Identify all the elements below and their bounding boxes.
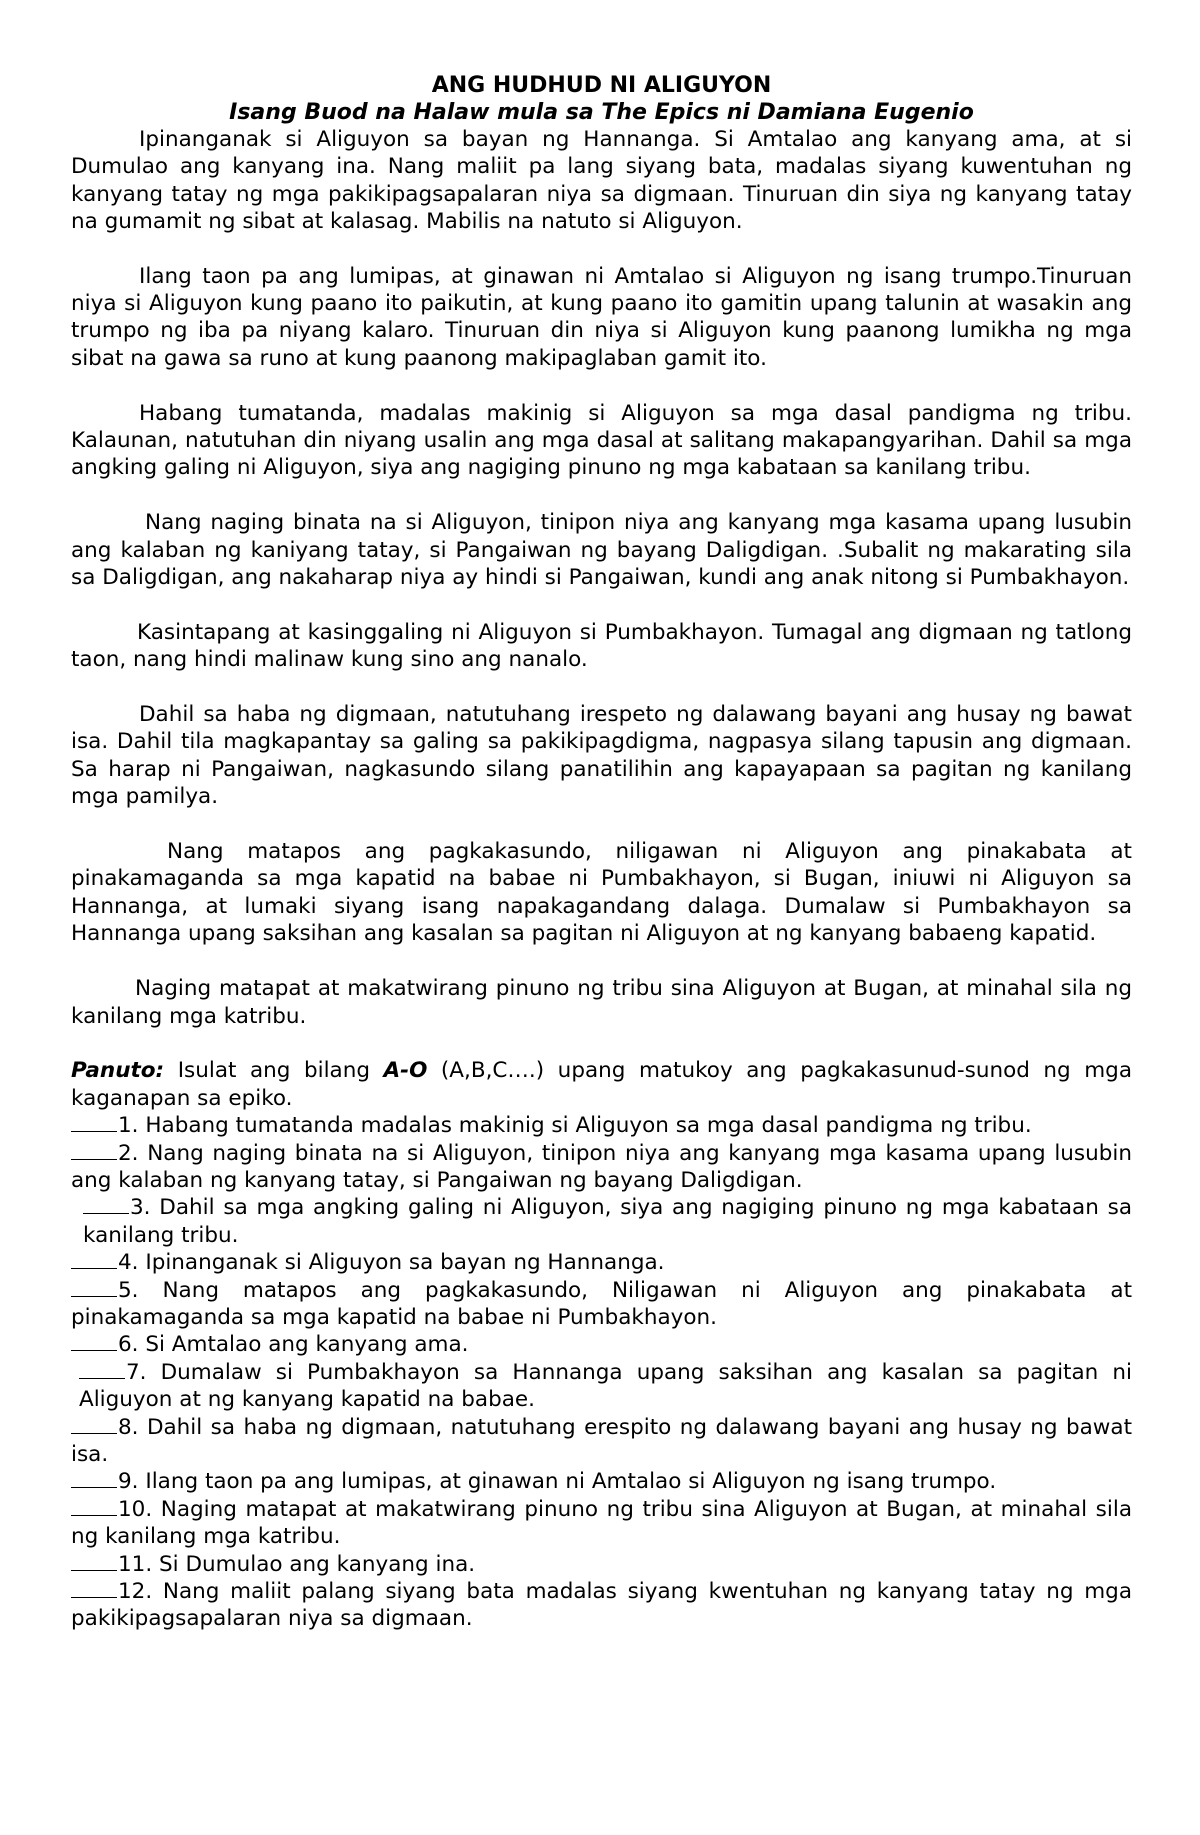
- exercise-item-text: 12. Nang maliit palang siyang bata madalas siyang kwentuhan ng kanyang tatay ng mga pakikipagsapalaran niya sa digmaan.: [71, 1579, 1132, 1632]
- exercise-item: [71, 1331, 1132, 1358]
- exercise-instruction: [71, 1057, 1132, 1112]
- paragraph-8: Naging matapat at makatwirang pinuno ng tribu sina Aliguyon at Bugan, at minahal sila ng kanilang mga katribu.: [71, 976, 1132, 1029]
- page-subtitle: Isang Buod na Halaw mula sa The Epics ni Damiana Eugenio: [229, 100, 974, 125]
- exercise-item: [71, 1112, 1132, 1139]
- answer-blank[interactable]: [71, 1113, 117, 1132]
- exercise-item: [71, 1277, 1132, 1332]
- paragraph-3: Habang tumatanda, madalas makinig si Aliguyon sa mga dasal pandigma ng tribu. Kalaunan, natutuhan din niyang usalin ang mga dasal at salitang makapangyarihan. Dahil sa mga angking galing ni Aliguyon, siya ang nagiging pinuno ng mga kabataan sa kanilang tribu.: [71, 400, 1132, 481]
- answer-blank[interactable]: [79, 1360, 125, 1379]
- page-title: ANG HUDHUD NI ALIGUYON: [431, 73, 772, 98]
- exercise-item: [71, 1359, 1132, 1414]
- answer-blank[interactable]: [71, 1332, 117, 1351]
- exercise-item-text: 7. Dumalaw si Pumbakhayon sa Hannanga upang saksihan ang kasalan sa pagitan ni Aliguyon at ng kanyang kapatid na babae.: [79, 1359, 1132, 1413]
- exercise-item: [71, 1578, 1132, 1633]
- exercise-item: [71, 1194, 1132, 1249]
- exercise-item: [71, 1414, 1132, 1469]
- exercise-item: [71, 1249, 1132, 1276]
- answer-blank[interactable]: [71, 1250, 117, 1269]
- paragraph-2: Ilang taon pa ang lumipas, at ginawan ni Amtalao si Aliguyon ng isang trumpo.Tinuruan niya si Aliguyon kung paano ito paikutin, at kung paano ito gamitin upang talunin at wasakin ang trumpo ng iba pa niyang kalaro. Tinuruan din niya si Aliguyon kung paanong lumikha ng mga sibat na gawa sa runo at kung paanong makipaglaban gamit ito.: [71, 263, 1132, 371]
- exercise-item-text: 11. Si Dumulao ang kanyang ina.: [118, 1551, 476, 1577]
- exercise-item-text: 9. Ilang taon pa ang lumipas, at ginawan ni Amtalao si Aliguyon ng isang trumpo.: [118, 1469, 997, 1495]
- exercise-item-text: 2. Nang naging binata na si Aliguyon, tinipon niya ang kanyang mga kasama upang lusubin ang kalaban ng kanyang tatay, si Pangaiwan ng bayang Daligdigan.: [71, 1140, 1132, 1193]
- exercise-item-text: 4. Ipinanganak si Aliguyon sa bayan ng Hannanga.: [118, 1250, 665, 1276]
- answer-blank[interactable]: [71, 1278, 117, 1297]
- exercise-item: [71, 1551, 1132, 1578]
- instruction-label: Panuto:: [71, 1058, 165, 1084]
- answer-blank[interactable]: [71, 1552, 117, 1571]
- exercise-item: [71, 1496, 1132, 1551]
- instruction-range: A-O: [383, 1058, 428, 1084]
- instruction-text-post: (A,B,C….) upang matukoy ang pagkakasunud-sunod ng mga kaganapan sa epiko.: [71, 1058, 1133, 1111]
- answer-blank[interactable]: [71, 1579, 117, 1598]
- exercise-item-text: 6. Si Amtalao ang kanyang ama.: [118, 1332, 469, 1358]
- answer-blank[interactable]: [83, 1195, 129, 1214]
- paragraph-5: Kasintapang at kasinggaling ni Aliguyon si Pumbakhayon. Tumagal ang digmaan ng tatlong taon, nang hindi malinaw kung sino ang nanalo.: [71, 619, 1132, 673]
- exercise-item-text: 5. Nang matapos ang pagkakasundo, Niligawan ni Aliguyon ang pinakabata at pinakamaganda sa mga kapatid na babae ni Pumbakhayon.: [71, 1277, 1132, 1330]
- answer-blank[interactable]: [71, 1141, 117, 1160]
- paragraph-4: Nang naging binata na si Aliguyon, tinipon niya ang kanyang mga kasama upang lusubin ang kalaban ng kaniyang tatay, si Pangaiwan ng bayang Daligdigan. .Subalit ng makarating sila sa Daligdigan, ang nakaharap niya ay hindi si Pangaiwan, kundi ang anak nitong si Pumbakhayon.: [71, 510, 1132, 591]
- exercise-item-text: 8. Dahil sa haba ng digmaan, natutuhang erespito ng dalawang bayani ang husay ng bawat isa.: [71, 1414, 1132, 1467]
- paragraph-1: Ipinanganak si Aliguyon sa bayan ng Hannanga. Si Amtalao ang kanyang ama, at si Dumulao ang kanyang ina. Nang maliit pa lang siyang bata, madalas siyang kuwentuhan ng kanyang tatay ng mga pakikipagsapalaran niya sa digmaan. Tinuruan din siya ng kanyang tatay na gumamit ng sibat at kalasag. Mabilis na natuto si Aliguyon.: [71, 127, 1132, 235]
- answer-blank[interactable]: [71, 1497, 117, 1516]
- paragraph-6: Dahil sa haba ng digmaan, natutuhang irespeto ng dalawang bayani ang husay ng bawat isa. Dahil tila magkapantay sa galing sa pakikipagdigma, nagpasya silang tapusin ang digmaan. Sa harap ni Pangaiwan, nagkasundo silang panatilihin ang kapayapaan sa pagitan ng kanilang mga pamilya.: [71, 702, 1132, 810]
- instruction-text-pre: Isulat ang bilang: [164, 1058, 384, 1084]
- exercise-item-text: 1. Habang tumatanda madalas makinig si Aliguyon sa mga dasal pandigma ng tribu.: [118, 1113, 1032, 1139]
- exercise-item-text: 10. Naging matapat at makatwirang pinuno ng tribu sina Aliguyon at Bugan, at minahal sila ng kanilang mga katribu.: [71, 1496, 1132, 1550]
- answer-blank[interactable]: [71, 1469, 117, 1488]
- exercise-item-text: 3. Dahil sa mga angking galing ni Aliguyon, siya ang nagiging pinuno ng mga kabataan sa kanilang tribu.: [83, 1195, 1132, 1248]
- exercise-item: [71, 1140, 1132, 1195]
- exercise-item: [71, 1468, 1132, 1495]
- answer-blank[interactable]: [71, 1415, 117, 1434]
- paragraph-7: Nang matapos ang pagkakasundo, niligawan ni Aliguyon ang pinakabata at pinakamaganda sa mga kapatid na babae ni Pumbakhayon, si Bugan, iniuwi ni Aliguyon sa Hannanga, at lumaki siyang isang napakagandang dalaga. Dumalaw si Pumbakhayon sa Hannanga upang saksihan ang kasalan sa pagitan ni Aliguyon at ng kanyang babaeng kapatid.: [71, 839, 1132, 947]
